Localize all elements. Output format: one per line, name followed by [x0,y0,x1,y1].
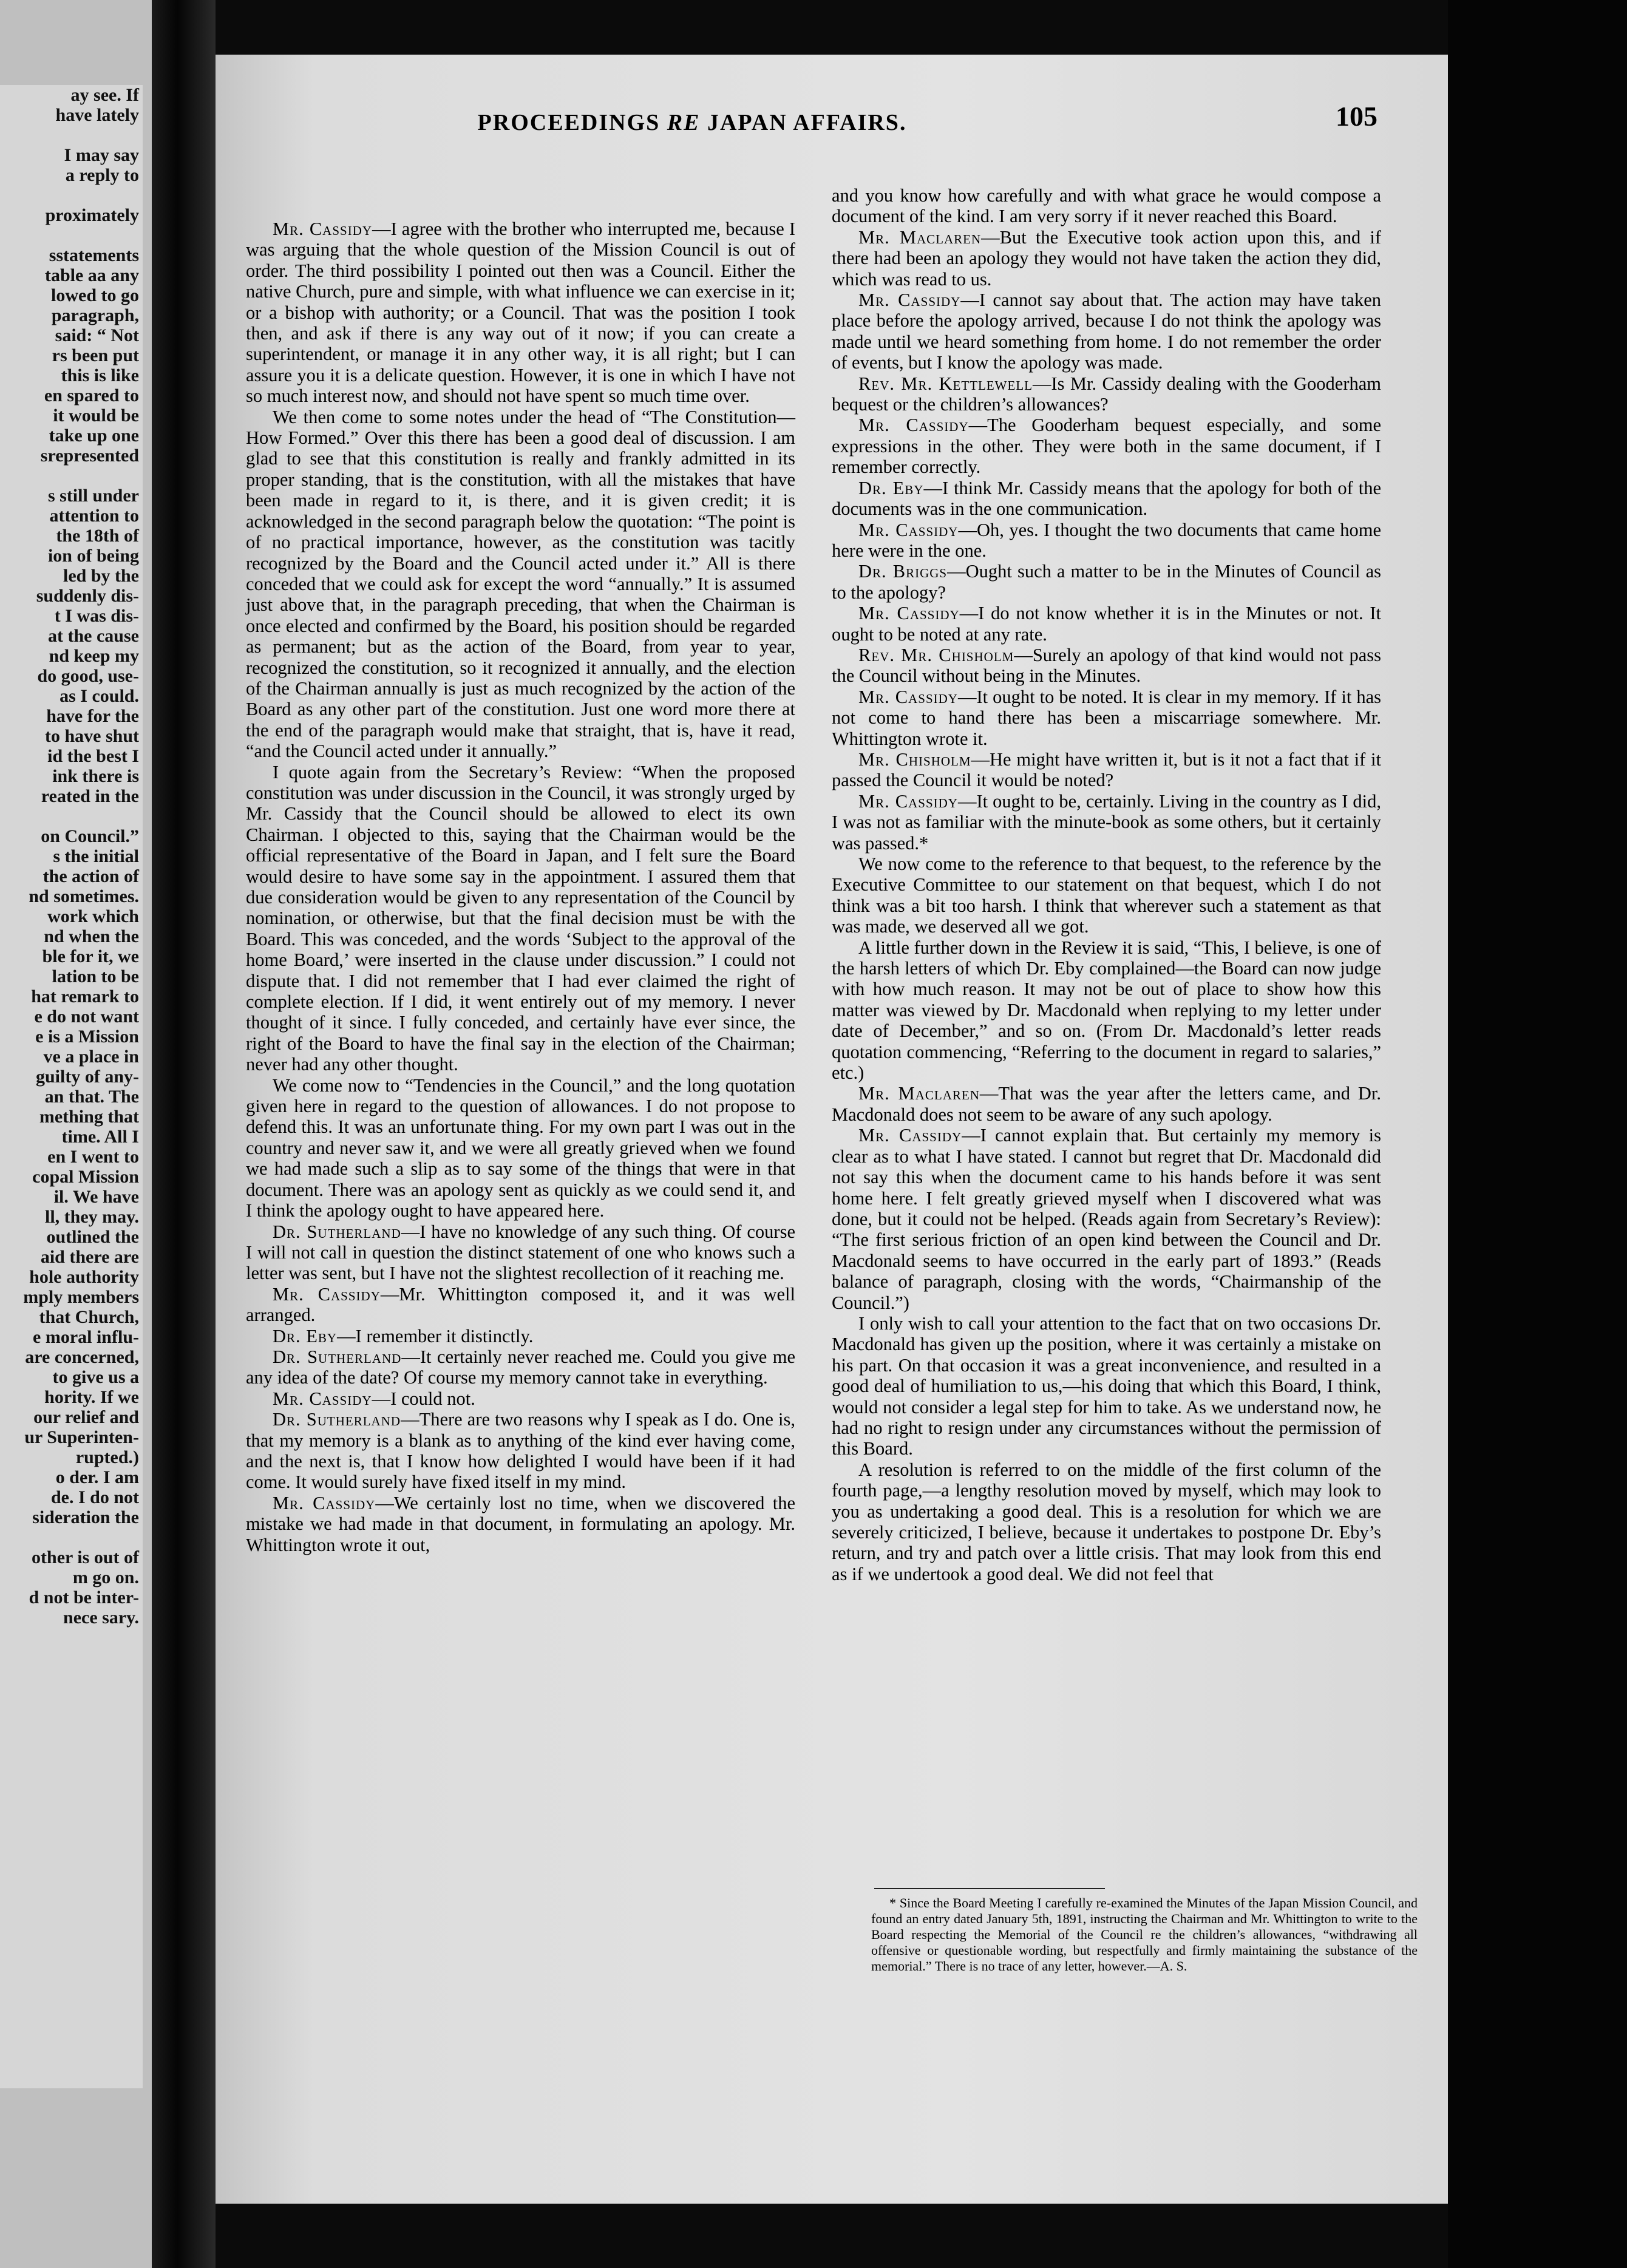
left-column [246,219,795,1555]
paragraph-text: I only wish to call your attention to the fact that on two occasions Dr. Macdonald has given up the position, where it was certainly a mistake on his part. On that occasion it was a great inconvenience, and resulted in a good deal of humiliation to us,—his doing that which this Board, I think, would not consider a legal step for him to take. As we understand now, he had no right to resign under any circumstances without the permission of this Board. [832,1312,1381,1459]
facing-page-line: to give us a [52,1367,139,1387]
facing-page-line [0,806,143,826]
facing-page-line: time. All I [61,1127,139,1147]
speaker-name: Rev. Mr. Chisholm [858,644,1014,665]
facing-page-line: nece sary. [63,1608,139,1628]
paragraph-text: We certainly lost no time, when we discovered the mistake we had made in that document, in formulating an apology. Mr. Whittington wrote it out, [246,1492,795,1555]
paragraph-text: A resolution is referred to on the middle of the first column of the fourth page,—a lengthy resolution moved by myself, which may look to you as undertaking a good deal. This is a resolution for which we are severely criticized, I believe, because it undertakes to postpone Dr. Eby’s return, and try and patch over a little crisis. That may look from this end as if we undertook a good deal. We did not feel that [832,1459,1381,1584]
paragraph-text: It ought to be noted. It is clear in my memory. If it has not come to hand there has been a miscarriage somewhere. Mr. Whittington wrote it. [832,686,1381,749]
facing-page-line: reated in the [41,786,139,806]
facing-page-line: ay see. If [70,85,139,105]
speaker-name: Mr. Cassidy [858,415,969,436]
facing-page-line [0,225,143,245]
paragraph-text: The Gooderham bequest especially, and some expressions in the other. They were both in the same document, if I remember correctly. [832,415,1381,478]
facing-page-line: take up one [49,426,139,446]
right-column [832,185,1381,1584]
paragraph-text: We then come to some notes under the head of “The Constitution—How Formed.” Over this there has been a good deal of discussion. I am glad to see that this constitution is really and frankly admitted in its proper standing, that is the constitution, with all the mistakes that have been made in regard to it, is there, and it is given credit; it is acknowledged in the second paragraph below the quotation: “The point is of no practical importance, however, as the constitution was tacitly recognized by the Board and the Council acted under it.” All is there conceded that we could ask for except the word “annually.” It is assumed just above that, in the paragraph preceding, that when the Chairman is once elected and confirmed by the Board, his position should be regarded as permanent; but as the action of the Board, from year to year, recognized the constitution, so it recognized it annually, and the election of the Chairman annually is just as much recognized by the action of the Board as any other part of the constitution. Just one word more there at the end of the paragraph would make that straight, that is, have it read, “and the Council acted under it annually.” [246,406,795,762]
paragraph [246,1075,795,1221]
speaker-name: Mr. Maclaren [858,226,982,248]
facing-page-line: have for the [46,706,139,726]
speaker-name: Dr. Sutherland [273,1221,401,1242]
facing-page-line: lowed to go [51,285,139,305]
paragraph-text: Is Mr. Cassidy dealing with the Gooderham bequest or the children’s allowances? [832,373,1382,415]
paragraph: Dr. Briggs—Ought such a matter to be in the Minutes of Council as to the apology? [832,561,1381,603]
paragraph-text: A little further down in the Review it is said, “This, I believe, is one of the harsh letters of which Dr. Eby complained—the Board can now judge with how much reason. It may not be out of place to show how this matter was viewed by Dr. Macdonald when replying to my letter under date of December,” and so on. (From Dr. Macdonald’s letter reads quotation commencing, “Referring to the document in regard to salaries,” etc.) [832,937,1381,1084]
facing-page-line: a reply to [65,165,139,185]
facing-page-line: our relief and [33,1407,139,1427]
running-head-italic: RE [667,110,701,135]
facing-page-line: id the best I [47,746,139,766]
facing-page-line: e do not want [34,1007,139,1027]
facing-page-line: e is a Mission [35,1027,139,1047]
facing-page-line [0,466,143,486]
paragraph: Dr. Sutherland—It certainly never reached me. Could you give me any idea of the date? Of course my memory cannot take in everything. [246,1346,795,1388]
paragraph: Dr. Sutherland—There are two reasons why I speak as I do. One is, that my memory is a blank as to anything of the kind ever having come, and the next is, that I know how delighted I would have been if it had come. It would surely have fixed itself in my mind. [246,1409,795,1493]
facing-page-line: an that. The [44,1087,139,1107]
facing-page-line: en spared to [44,385,139,406]
facing-page-line: paragraph, [51,305,139,325]
page-border [1448,0,1627,2268]
facing-page-line: t I was dis- [54,606,139,626]
speaker-name: Mr. Cassidy [858,1125,962,1146]
facing-page-line: mply members [23,1287,139,1307]
facing-page-line: proximately [45,205,139,225]
paragraph-text: Oh, yes. I thought the two documents that came home here were in the one. [832,519,1381,561]
paragraph-text: I cannot explain that. But certainly my memory is clear as to what I have stated. I cannot but regret that Dr. Macdonald did not say this when the document came to his hands before it was sent home here. I felt greatly grieved myself when I discovered what was done, but it could not be helped. (Reads again from Secretary’s Review): “The first serious friction of an open kind between the Council and Dr. Macdonald seems to have occurred in the early part of 1893.” (Reads balance of paragraph, closing with the words, “Chairmanship of the Council.”) [832,1125,1381,1313]
facing-page-line: de. I do not [50,1487,139,1507]
speaker-name: Mr. Cassidy [858,290,961,311]
speaker-name: Dr. Briggs [858,561,948,582]
page-number: 105 [1336,101,1377,132]
paragraph-text: Mr. Whittington composed it, and it was well arranged. [246,1283,795,1326]
facing-page-line: have lately [55,105,139,125]
speaker-name: Mr. Cassidy [858,519,959,540]
facing-page [0,85,143,2088]
paragraph-text: Ought such a matter to be in the Minutes of Council as to the apology? [832,561,1381,603]
facing-page-line: to have shut [44,726,139,746]
facing-page-line: this is like [61,365,139,385]
facing-page-line: that Church, [39,1307,139,1327]
paragraph-text: But the Executive took action upon this, and if there had been an apology they would not have taken the action they did, which was read to us. [832,226,1381,290]
paragraph-text: It certainly never reached me. Could you give me any idea of the date? Of course my memory cannot take in everything. [246,1346,795,1388]
paragraph: Mr. Cassidy—I cannot say about that. The action may have taken place before the apology arrived, because I do not think the apology was made until we heard something from home. I do not remember the order of events, but I know the apology was made. [832,290,1381,373]
facing-page-line: hole authority [29,1267,139,1287]
paragraph-text: Surely an apology of that kind would not pass the Council without being in the Minutes. [832,644,1381,687]
facing-page-line: e moral influ- [33,1327,139,1347]
paragraph: Rev. Mr. Kettlewell—Is Mr. Cassidy dealing with the Gooderham bequest or the children’s allowances? [832,373,1382,415]
facing-page-line: d not be inter- [29,1587,139,1608]
paragraph [832,1459,1381,1584]
footnote-text: * Since the Board Meeting I carefully re-examined the Minutes of the Japan Mission Council, and found an entry dated January 5th, 1891, instructing the Chairman and Mr. Whittington to write to the Board respecting the Memorial of the Council re the children’s allowances, “withdrawing all offensive or questionable wording, but respectfully and firmly maintaining the substance of the memorial.” There is no trace of any letter, however.—A. S. [871,1895,1418,1974]
paragraph: Mr. Cassidy—I agree with the brother who interrupted me, because I was arguing that the whole question of the Mission Council is out of order. The third possibility I pointed out then was a Council. Either the native Church, pure and simple, with what influence we can exercise in it; or a bishop with authority; or a Council. That was the position I took then, and ask if there is any way out of it now; if you can create a superintendent, or manage it in any other way, it is all right; but I can assure you it is a delicate question. However, it is one in which I have not so much interest now, and should not have spent so much time over. [246,219,795,407]
facing-page-line: are concerned, [25,1347,139,1367]
facing-page-line: as I could. [59,686,139,706]
paragraph [832,1313,1381,1459]
facing-page-line: other is out of [32,1547,139,1567]
paragraph: Mr. Maclaren—But the Executive took action upon this, and if there had been an apology they would not have taken the action they did, which was read to us. [832,226,1381,290]
paragraph: Mr. Cassidy—It ought to be, certainly. Living in the country as I did, I was not as familiar with the minute-book as some others, but it certainly was passed.* [832,790,1381,854]
paragraph: Mr. Cassidy—I do not know whether it is in the Minutes or not. It ought to be noted at any rate. [832,603,1381,645]
facing-page-line: guilty of any- [35,1067,139,1087]
facing-page-line: it would be [53,406,139,426]
paragraph: Dr. Sutherland—I have no knowledge of any such thing. Of course I will not call in question the distinct statement of one who knows such a letter was sent, but I have not the slightest recollection of it reaching me. [246,1221,795,1284]
facing-page-line: o der. I am [55,1467,139,1487]
paragraph-text: I cannot say about that. The action may have taken place before the apology arrived, because I do not think the apology was made until we heard something from home. I do not remember the order of events, but I know the apology was made. [832,290,1381,373]
paragraph-text: I could not. [390,1388,475,1409]
speaker-name: Mr. Cassidy [858,790,958,812]
speaker-name: Mr. Cassidy [858,686,958,707]
footnote-rule [874,1888,1105,1889]
speaker-name: Mr. Cassidy [273,1492,376,1513]
facing-page-line [0,185,143,205]
speaker-name: Dr. Eby [273,1325,338,1346]
paragraph-text: and you know how carefully and with what grace he would compose a document of the kind. I am very sorry if it never reached this Board. [832,185,1381,227]
facing-page-line: ve a place in [43,1047,139,1067]
paragraph-text: There are two reasons why I speak as I do. One is, that my memory is a blank as to anything of the kind ever having come, and the next is, that I know how delighted I would have been if it had come. It would surely have fixed itself in my mind. [246,1409,795,1493]
speaker-name: Mr. Cassidy [858,603,960,624]
facing-page-line: nd sometimes. [29,886,139,906]
paragraph-text: He might have written it, but is it not a fact that if it passed the Council it would be noted? [832,749,1381,791]
facing-page-line: attention to [49,506,139,526]
facing-page-line [0,125,143,145]
paragraph [832,854,1381,937]
facing-page-line: ur Superinten- [24,1427,139,1447]
facing-page-line: hat remark to [31,986,139,1007]
facing-page-line: work which [47,906,139,926]
facing-page-line: on Council.” [41,826,139,846]
facing-page-line: at the cause [48,626,139,646]
paragraph-text: I think Mr. Cassidy means that the apology for both of the documents was in the one communication. [832,477,1382,520]
paragraph: Mr. Maclaren—That was the year after the letters came, and Dr. Macdonald does not seem to be aware of any such apology. [832,1083,1381,1125]
paragraph-text: It ought to be, certainly. Living in the country as I did, I was not as familiar with the minute-book as some others, but it certainly was passed.* [832,790,1381,854]
speaker-name: Rev. Mr. Kettlewell [858,373,1033,394]
paragraph: Mr. Cassidy—We certainly lost no time, when we discovered the mistake we had made in that document, in formulating an apology. Mr. Whittington wrote it out, [246,1492,795,1555]
facing-page-line: srepresented [40,446,139,466]
paragraph-text: We now come to the reference to that bequest, to the reference by the Executive Committee to our statement on that bequest, which I do not think was a bit too harsh. I think that wherever such a statement as that was made, we deserved all we got. [832,854,1381,937]
paragraph-text: I have no knowledge of any such thing. Of course I will not call in question the distinct statement of one who knows such a letter was sent, but I have not the slightest recollection of it reaching me. [246,1221,795,1284]
facing-page-line: do good, use- [37,666,139,686]
speaker-name: Mr. Cassidy [273,1388,372,1409]
facing-page-line: the 18th of [56,526,139,546]
paragraph: Dr. Eby—I think Mr. Cassidy means that the apology for both of the documents was in the one communication. [832,477,1382,520]
facing-page-line: m go on. [72,1567,139,1587]
paragraph [246,407,795,762]
speaker-name: Dr. Sutherland [273,1346,402,1367]
speaker-name: Dr. Sutherland [273,1409,401,1430]
footnote [871,1895,1418,1974]
facing-page-line: rs been put [52,345,139,365]
paragraph-text: I remember it distinctly. [355,1325,534,1346]
paragraph: Mr. Cassidy—The Gooderham bequest especially, and some expressions in the other. They were both in the same document, if I remember correctly. [832,415,1381,478]
paragraph: Dr. Eby—I remember it distinctly. [273,1325,534,1346]
facing-page-line: suddenly dis- [36,586,139,606]
paragraph: Mr. Cassidy—I could not. [273,1388,475,1409]
paragraph-text: We come now to “Tendencies in the Council,” and the long quotation given here in regard to the question of allowances. I do not propose to defend this. It was an unfortunate thing. For my own part I was out in the country and never saw it, and we were all greatly grieved when we found we had made such a slip as to say some of the things that were in that document. There was an apology sent as quickly as we could send it, and I think the apology ought to have appeared here. [246,1075,795,1221]
speaker-name: Mr. Chisholm [858,749,971,770]
facing-page-line: nd keep my [49,646,139,666]
facing-page-line: sideration the [32,1507,139,1527]
facing-page-line: ink there is [52,766,139,786]
facing-page-line: s the initial [53,846,139,866]
speaker-name: Mr. Cassidy [273,219,373,239]
paragraph: Mr. Chisholm—He might have written it, but is it not a fact that if it passed the Council it would be noted? [832,749,1381,791]
facing-page-line: en I went to [47,1147,139,1167]
facing-page-line: ion of being [47,546,139,566]
paragraph-text: I agree with the brother who interrupted me, because I was arguing that the whole question of the Mission Council is out of order. The third possibility I pointed out then was a Council. Either the native Church, pure and simple, with what influence we can exercise in it; or a bishop with authority; or a Council. That was the position I took then, and ask if there is any way out of it now; if you can create a superintendent, or manage it in any other way, it is all right; but I can assure you it is a delicate question. However, it is one in which I have not so much interest now, and should not have spent so much time over. [246,219,795,407]
facing-page-line: led by the [63,566,139,586]
paragraph [246,762,795,1075]
facing-page-line: aid there are [40,1247,139,1267]
paragraph [832,185,1381,227]
facing-page-line: ll, they may. [45,1207,139,1227]
facing-page-line: outlined the [46,1227,139,1247]
speaker-name: Mr. Cassidy [273,1283,381,1305]
paragraph: Mr. Cassidy—It ought to be noted. It is clear in my memory. If it has not come to hand there has been a miscarriage somewhere. Mr. Whittington wrote it. [832,686,1381,749]
facing-page-line: copal Mission [32,1167,139,1187]
facing-page-line: sstatements [49,245,139,265]
facing-page-line: said: “ Not [55,325,139,345]
paragraph: Mr. Cassidy—Oh, yes. I thought the two documents that came home here were in the one. [832,519,1381,561]
facing-page-line [0,1527,143,1547]
paragraph-text: I do not know whether it is in the Minutes or not. It ought to be noted at any rate. [832,603,1381,645]
paragraph-text: I quote again from the Secretary’s Review: “When the proposed constitution was under discussion in the Council, it was strongly urged by Mr. Cassidy that the Council should be allowed to elect its own Chairman. I objected to this, saying that the Chairman would be the official representative of the Board in Japan, and I felt sure the Board would desire to have some say in the appointment. I assured them that due consideration would be given to any representation of the Council by nomination, or otherwise, but that the final decision must be with the Board. This was conceded, and the words ‘Subject to the approval of the home Board,’ were inserted in the clause under discussion.” I could not dispute that. I did not remember that I had ever claimed the right of complete election. If I did, it went entirely out of my memory. I never thought of it since. I fully conceded, and certainly have ever since, the right of the Board to have the final say in the election of the Chairman; never had any other thought. [246,761,795,1075]
running-head: PROCEEDINGS RE JAPAN AFFAIRS. [477,110,907,135]
paragraph [832,937,1381,1084]
speaker-name: Dr. Eby [858,477,924,498]
facing-page-line: lation to be [52,966,139,986]
facing-page-line: nd when the [44,926,139,946]
facing-page-line: mething that [39,1107,139,1127]
paragraph: Rev. Mr. Chisholm—Surely an apology of that kind would not pass the Council without being in the Minutes. [832,644,1381,687]
book-gutter [152,0,216,2268]
paragraph: Mr. Cassidy—Mr. Whittington composed it, and it was well arranged. [246,1283,795,1326]
paragraph-text: That was the year after the letters came, and Dr. Macdonald does not seem to be aware of any such apology. [832,1083,1381,1125]
facing-page-line: il. We have [53,1187,139,1207]
facing-page-line: hority. If we [44,1387,139,1407]
facing-page-line: s still under [47,486,139,506]
paragraph: Mr. Cassidy—I cannot explain that. But certainly my memory is clear as to what I have stated. I cannot but regret that Dr. Macdonald did not say this when the document came to his hands before it was sent home here. I felt greatly grieved myself when I discovered what was done, but it could not be helped. (Reads again from Secretary’s Review): “The first serious friction of an open kind between the Council and Dr. Macdonald seems to have occurred in the early part of 1893.” (Reads balance of paragraph, closing with the words, “Chairmanship of the Council.”) [832,1125,1381,1313]
facing-page-line: ble for it, we [42,946,139,966]
speaker-name: Mr. Maclaren [858,1083,980,1104]
facing-page-line: I may say [64,145,139,165]
facing-page-line: rupted.) [75,1447,139,1467]
facing-page-line: table aa any [44,265,139,285]
facing-page-line: the action of [42,866,139,886]
